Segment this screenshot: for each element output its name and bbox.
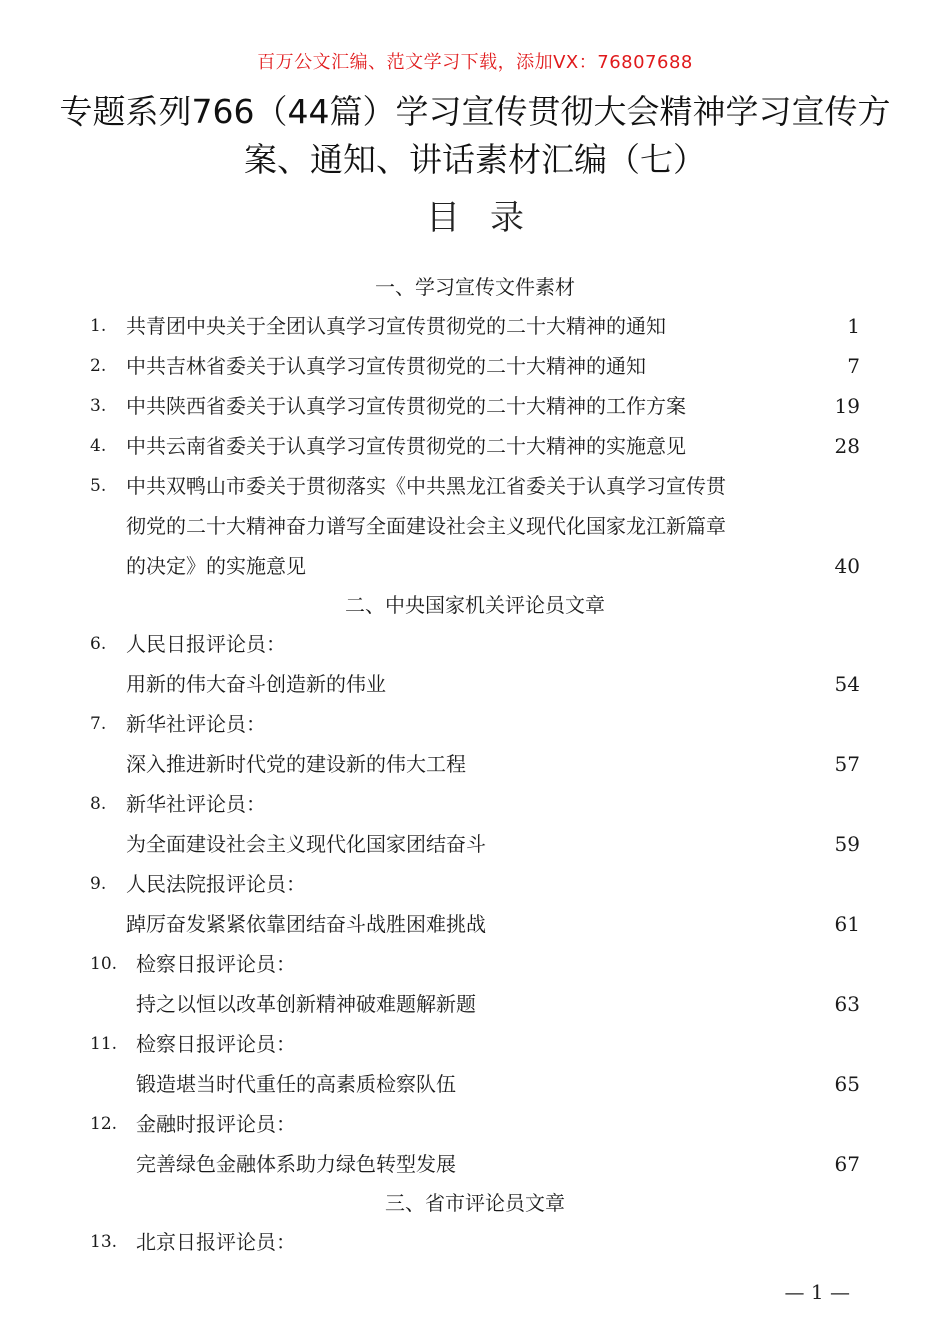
toc-entry-text: 用新的伟大奋斗创造新的伟业 xyxy=(126,672,386,696)
toc-entry-number: 5. xyxy=(90,476,107,496)
toc-entry-text: 中共陕西省委关于认真学习宣传贯彻党的二十大精神的工作方案 xyxy=(126,394,686,418)
toc-entry-text: 彻党的二十大精神奋力谱写全面建设社会主义现代化国家龙江新篇章 xyxy=(126,514,726,538)
toc-entry[interactable] xyxy=(90,704,860,784)
toc-entry-page: 54 xyxy=(834,672,860,696)
toc-entry-page: 65 xyxy=(834,1072,860,1096)
toc-entry-text: 检察日报评论员： xyxy=(136,1032,296,1056)
toc-section-heading: 二、中央国家机关评论员文章 xyxy=(345,593,605,617)
toc-entry-text: 持之以恒以改革创新精神破难题解新题 xyxy=(136,992,476,1016)
toc-entry-number: 4. xyxy=(90,436,107,456)
toc-entry-number: 7. xyxy=(90,714,107,734)
toc-entry-text: 的决定》的实施意见 xyxy=(126,554,306,578)
toc-entry-text: 中共双鸭山市委关于贯彻落实《中共黑龙江省委关于认真学习宣传贯 xyxy=(126,474,726,498)
toc-entry[interactable] xyxy=(90,426,860,466)
toc-entry[interactable] xyxy=(90,944,860,1024)
toc-entry-text: 中共云南省委关于认真学习宣传贯彻党的二十大精神的实施意见 xyxy=(126,434,686,458)
toc-entry[interactable] xyxy=(90,346,860,386)
toc-entry-number: 10. xyxy=(90,954,118,974)
toc-entry[interactable] xyxy=(90,864,860,944)
toc-entry-number: 1. xyxy=(90,316,107,336)
document-title: 专题系列766（44篇）学习宣传贯彻大会精神学习宣传方案、通知、讲话素材汇编（七） xyxy=(59,92,891,179)
toc-entry-number: 8. xyxy=(90,794,107,814)
toc-entry-text: 共青团中央关于全团认真学习宣传贯彻党的二十大精神的通知 xyxy=(126,314,666,338)
toc-entry-number: 9. xyxy=(90,874,107,894)
toc-entry-text: 为全面建设社会主义现代化国家团结奋斗 xyxy=(126,832,486,856)
table-of-contents xyxy=(90,268,860,1262)
toc-entry-page: 40 xyxy=(834,554,860,578)
toc-entry-page: 67 xyxy=(834,1152,860,1176)
toc-section-heading: 三、省市评论员文章 xyxy=(385,1191,565,1215)
toc-entry-number: 6. xyxy=(90,634,107,654)
toc-entry-page: 7 xyxy=(847,354,860,378)
toc-entry-number: 13. xyxy=(90,1232,118,1252)
toc-entry-page: 61 xyxy=(834,912,860,936)
toc-entry-text: 人民法院报评论员： xyxy=(126,872,306,896)
toc-entry-page: 57 xyxy=(834,752,860,776)
toc-entry[interactable] xyxy=(90,1222,860,1262)
toc-entry[interactable] xyxy=(90,1024,860,1104)
toc-entry-text: 中共吉林省委关于认真学习宣传贯彻党的二十大精神的通知 xyxy=(126,354,646,378)
toc-entry-page: 28 xyxy=(834,434,860,458)
toc-entry-page: 59 xyxy=(834,832,860,856)
toc-entry-text: 新华社评论员： xyxy=(126,712,266,736)
toc-entry-number: 3. xyxy=(90,396,107,416)
toc-entry-page: 19 xyxy=(834,394,860,418)
toc-entry[interactable] xyxy=(90,624,860,704)
toc-entry-text: 踔厉奋发紧紧依靠团结奋斗战胜困难挑战 xyxy=(126,912,486,936)
toc-entry-text: 北京日报评论员： xyxy=(136,1230,296,1254)
toc-entry-page: 63 xyxy=(834,992,860,1016)
toc-entry[interactable] xyxy=(90,306,860,346)
toc-entry-text: 人民日报评论员： xyxy=(126,632,286,656)
toc-entry[interactable] xyxy=(90,386,860,426)
toc-entry-page: 1 xyxy=(847,314,860,338)
toc-entry-text: 检察日报评论员： xyxy=(136,952,296,976)
toc-entry-text: 锻造堪当时代重任的高素质检察队伍 xyxy=(136,1072,456,1096)
toc-entry-text: 深入推进新时代党的建设新的伟大工程 xyxy=(126,752,466,776)
watermark-banner: 百万公文汇编、范文学习下载，添加VX：76807688 xyxy=(257,52,693,73)
toc-entry-number: 11. xyxy=(90,1034,118,1054)
toc-entry-text: 金融时报评论员： xyxy=(136,1112,296,1136)
toc-entry[interactable] xyxy=(90,466,860,586)
toc-entry-number: 2. xyxy=(90,356,107,376)
toc-entry-text: 新华社评论员： xyxy=(126,792,266,816)
toc-section-heading: 一、学习宣传文件素材 xyxy=(375,275,575,299)
toc-entry-text: 完善绿色金融体系助力绿色转型发展 xyxy=(136,1152,456,1176)
toc-entry[interactable] xyxy=(90,1104,860,1184)
toc-heading: 目录 xyxy=(426,198,554,238)
toc-entry-number: 12. xyxy=(90,1114,118,1134)
page-number-footer: — 1 — xyxy=(784,1280,850,1304)
toc-entry[interactable] xyxy=(90,784,860,864)
